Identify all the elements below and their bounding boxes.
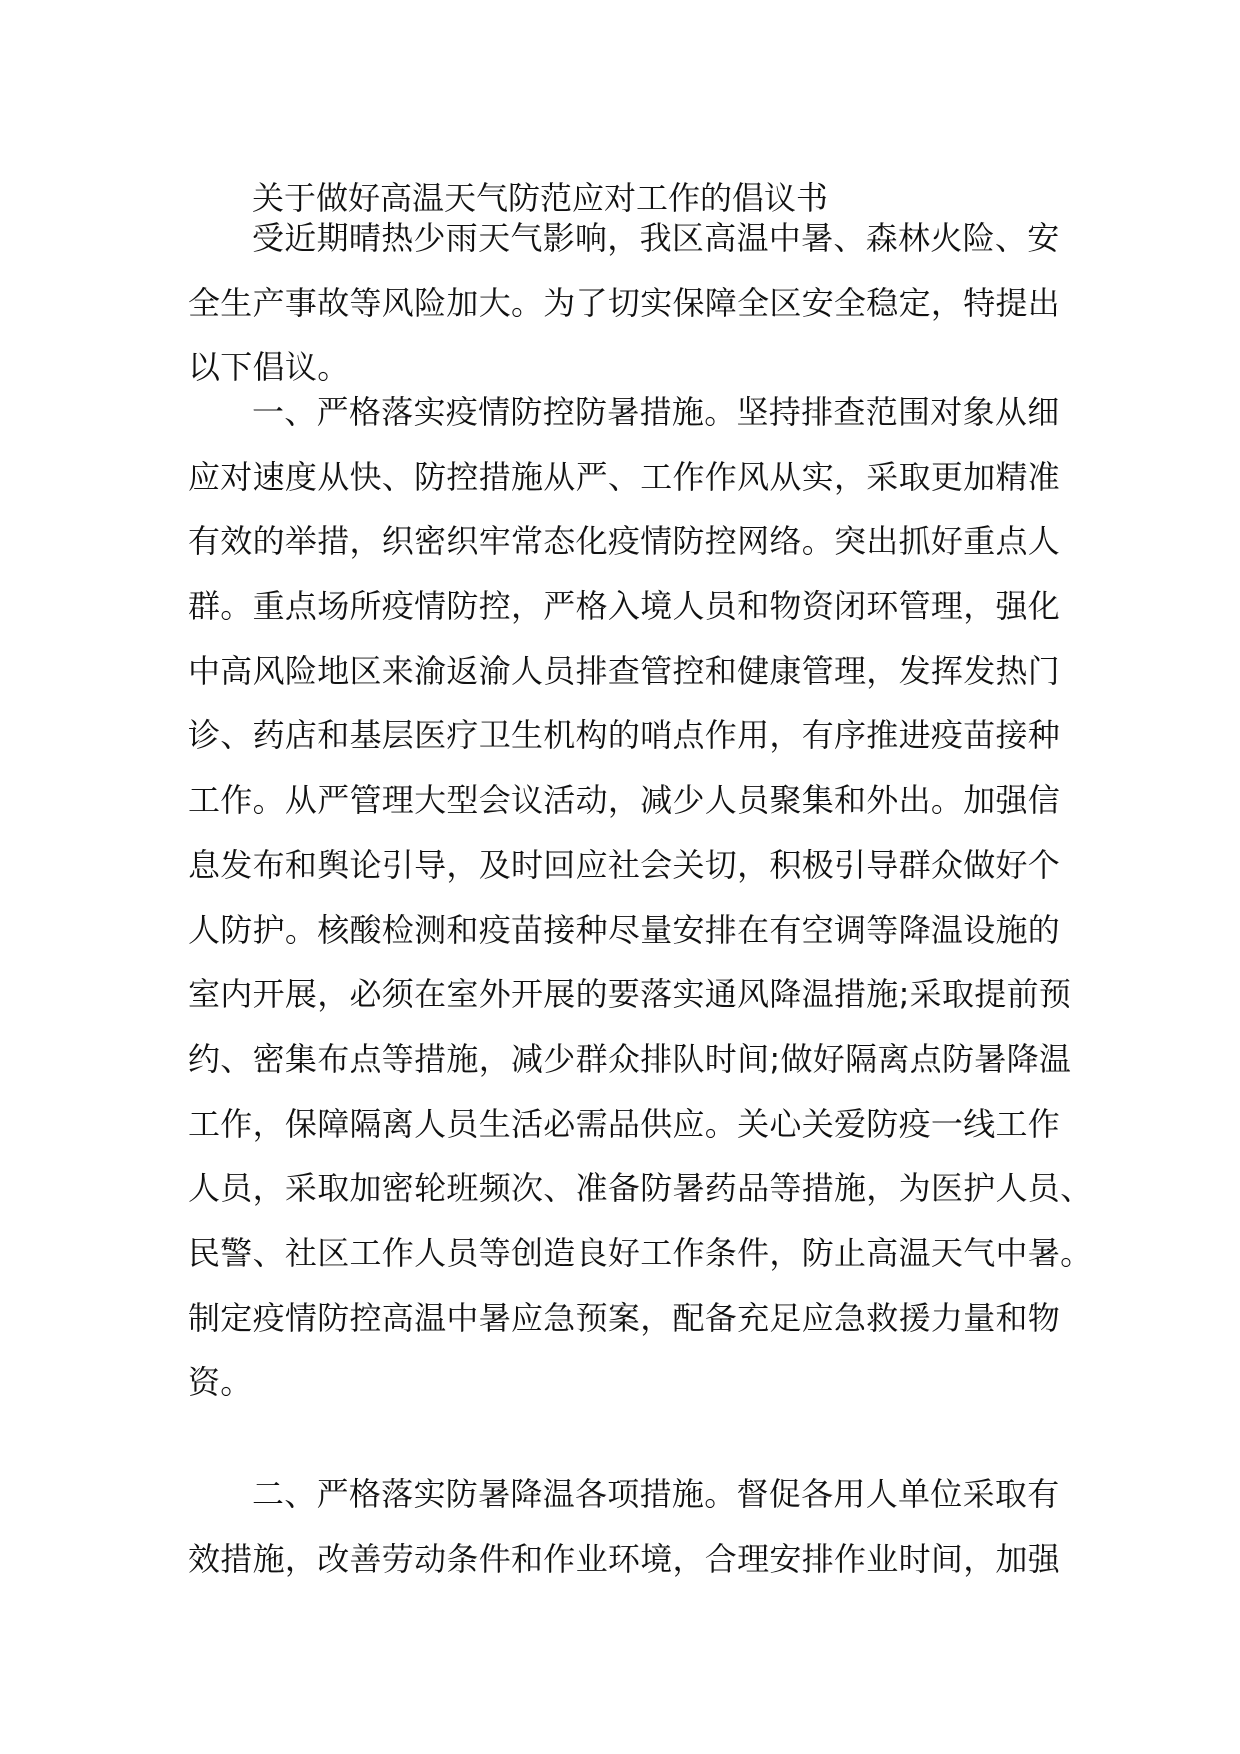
paragraph-line: 中高风险地区来渝返渝人员排查管控和健康管理，发挥发热门 bbox=[188, 651, 1061, 690]
document-title: 关于做好高温天气防范应对工作的倡议书 bbox=[252, 179, 829, 217]
paragraph-line: 息发布和舆论引导，及时回应社会关切，积极引导群众做好个 bbox=[188, 845, 1061, 884]
paragraph-line: 一、严格落实疫情防控防暑措施。坚持排查范围对象从细 bbox=[252, 393, 1060, 431]
paragraph-intro bbox=[188, 206, 1061, 400]
paragraph-line: 二、严格落实防暑降温各项措施。督促各用人单位采取有 bbox=[252, 1475, 1060, 1513]
paragraph-section-two bbox=[188, 1462, 1061, 1591]
paragraph-line: 室内开展，必须在室外开展的要落实通风降温措施;采取提前预 bbox=[188, 975, 1072, 1014]
paragraph-line: 受近期晴热少雨天气影响，我区高温中暑、森林火险、安 bbox=[252, 219, 1060, 257]
paragraph-line: 工作。从严管理大型会议活动，减少人员聚集和外出。加强信 bbox=[188, 781, 1061, 820]
paragraph-line: 应对速度从快、防控措施从严、工作作风从实，采取更加精准 bbox=[188, 457, 1061, 496]
paragraph-section-one bbox=[188, 380, 1093, 1415]
paragraph-line: 诊、药店和基层医疗卫生机构的哨点作用，有序推进疫苗接种 bbox=[188, 716, 1061, 755]
paragraph-line: 人防护。核酸检测和疫苗接种尽量安排在有空调等降温设施的 bbox=[188, 910, 1061, 949]
paragraph-line: 有效的举措，织密织牢常态化疫情防控网络。突出抓好重点人 bbox=[188, 522, 1061, 561]
paragraph-line: 群。重点场所疫情防控，严格入境人员和物资闭环管理，强化 bbox=[188, 587, 1061, 626]
paragraph-line: 约、密集布点等措施，减少群众排队时间;做好隔离点防暑降温 bbox=[188, 1039, 1072, 1078]
paragraph-line: 效措施，改善劳动条件和作业环境，合理安排作业时间，加强 bbox=[188, 1539, 1061, 1578]
paragraph-line: 全生产事故等风险加大。为了切实保障全区安全稳定，特提出 bbox=[188, 283, 1061, 322]
paragraph-line: 制定疫情防控高温中暑应急预案，配备充足应急救援力量和物 bbox=[188, 1298, 1061, 1337]
paragraph-line: 资。 bbox=[188, 1363, 253, 1402]
paragraph-line: 工作，保障隔离人员生活必需品供应。关心关爱防疫一线工作 bbox=[188, 1104, 1061, 1143]
paragraph-line: 以下倡议。 bbox=[188, 348, 350, 387]
paragraph-line: 民警、社区工作人员等创造良好工作条件，防止高温天气中暑。 bbox=[188, 1233, 1093, 1272]
paragraph-line: 人员，采取加密轮班频次、准备防暑药品等措施，为医护人员、 bbox=[188, 1169, 1093, 1208]
